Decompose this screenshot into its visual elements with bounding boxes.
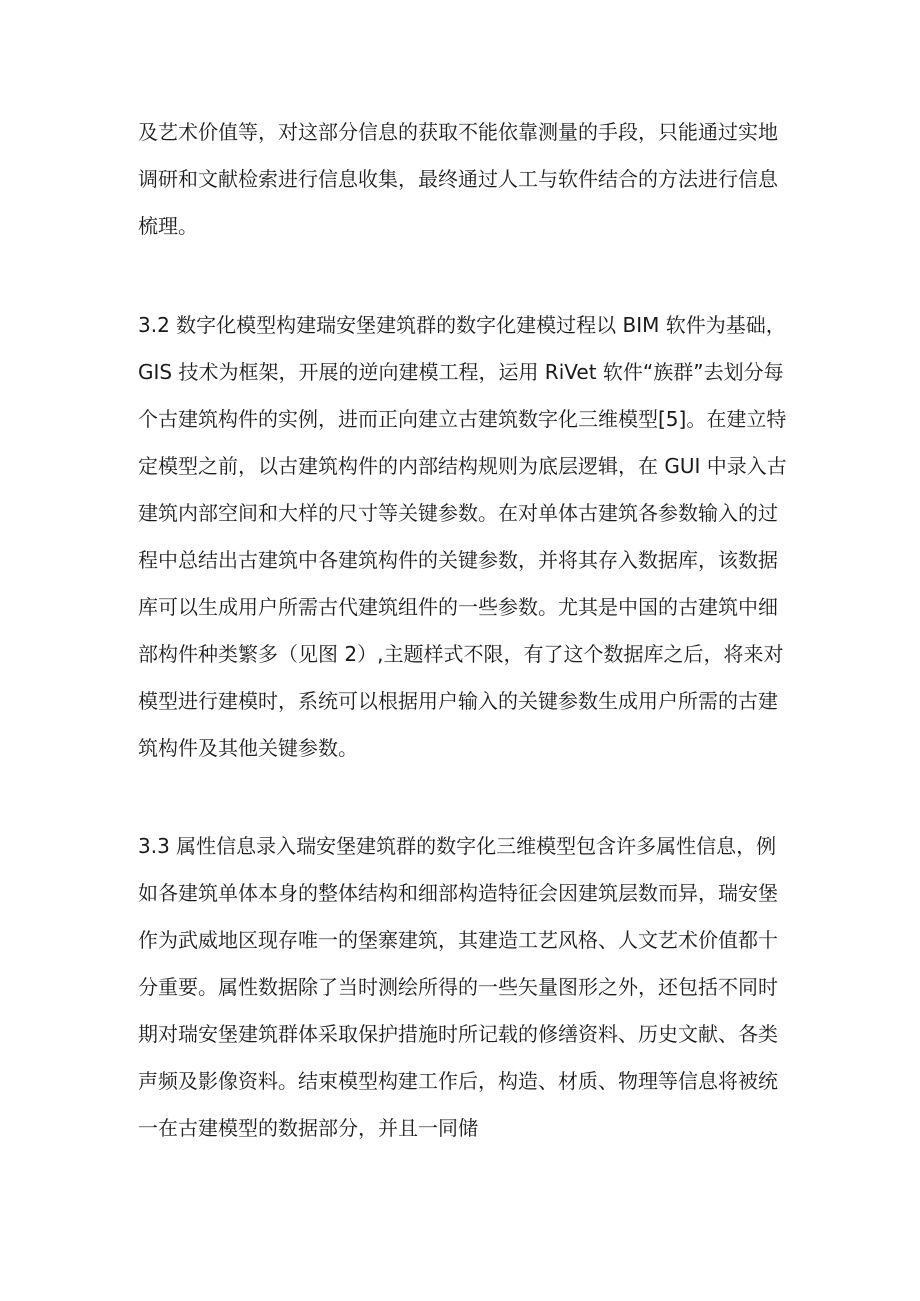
text-line: 定模型之前，以古建筑构件的内部结构规则为底层逻辑，在 GUI 中录入古 xyxy=(138,454,787,478)
text-line: 一在古建模型的数据部分，并且一同储 xyxy=(138,1116,478,1140)
text-line: 作为武威地区现存唯一的堡寨建筑，其建造工艺风格、人文艺术价值都十 xyxy=(138,928,778,952)
text-line: 声频及影像资料。结束模型构建工作后，构造、材质、物理等信息将被统 xyxy=(138,1069,778,1093)
paragraph-intro-continuation xyxy=(138,109,790,250)
text-line: 分重要。属性数据除了当时测绘所得的一些矢量图形之外，还包括不同时 xyxy=(138,975,778,999)
text-line: 梳理。 xyxy=(138,214,198,238)
text-line: 筑构件及其他关键参数。 xyxy=(138,736,358,760)
text-line: 调研和文献检索进行信息收集，最终通过人工与软件结合的方法进行信息 xyxy=(138,167,778,191)
text-line: 3.3 属性信息录入瑞安堡建筑群的数字化三维模型包含许多属性信息，例 xyxy=(138,834,777,858)
text-line: 期对瑞安堡建筑群体采取保护措施时所记载的修缮资料、历史文献、各类 xyxy=(138,1022,778,1046)
text-line: 模型进行建模时，系统可以根据用户输入的关键参数生成用户所需的古建 xyxy=(138,689,778,713)
paragraph-section-3-2 xyxy=(138,302,790,772)
text-line: 建筑内部空间和大样的尺寸等关键参数。在对单体古建筑各参数输入的过 xyxy=(138,501,778,525)
text-line: 库可以生成用户所需古代建筑组件的一些参数。尤其是中国的古建筑中细 xyxy=(138,595,778,619)
text-line: 程中总结出古建筑中各建筑构件的关键参数，并将其存入数据库，该数据 xyxy=(138,548,778,572)
text-line: 部构件种类繁多（见图 2）,主题样式不限，有了这个数据库之后，将来对 xyxy=(138,642,784,666)
paragraph-section-3-3 xyxy=(138,823,790,1152)
text-line: GIS 技术为框架，开展的逆向建模工程，运用 RiVet 软件“族群”去划分每 xyxy=(138,360,784,384)
text-line: 个古建筑构件的实例，进而正向建立古建筑数字化三维模型[5]。在建立特 xyxy=(138,407,787,431)
text-line: 如各建筑单体本身的整体结构和细部构造特征会因建筑层数而异，瑞安堡 xyxy=(138,881,778,905)
text-line: 及艺术价值等，对这部分信息的获取不能依靠测量的手段，只能通过实地 xyxy=(138,120,778,144)
text-line: 3.2 数字化模型构建瑞安堡建筑群的数字化建模过程以 BIM 软件为基础， xyxy=(138,313,786,337)
